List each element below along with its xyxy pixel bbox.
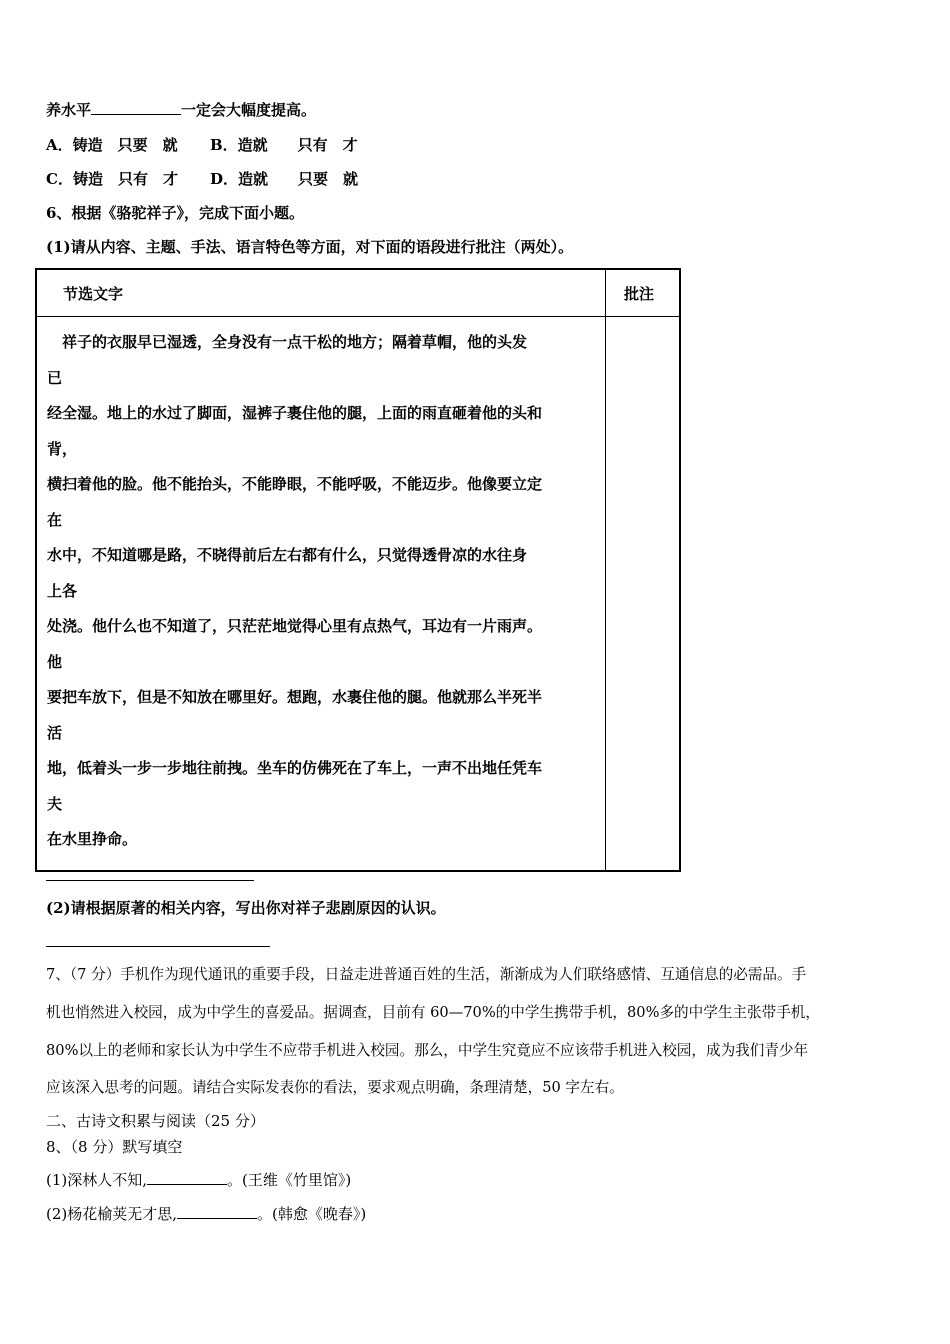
q8-2-post: 。(韩愈《晚春》) [257,1205,367,1223]
q8-item-2 [46,1204,366,1224]
excerpt-line: 要把车放下，但是不知放在哪里好。想跑，水裹住他的腿。他就那么半死半 [47,688,543,706]
q8-item-1 [46,1170,351,1190]
answer-line-2 [46,946,270,947]
q6-sub1: (1)请从内容、主题、手法、语言特色等方面，对下面的语段进行批注（两处）。 [46,238,574,256]
header-annotation: 批注 [606,269,681,317]
q7-line-1: 7、（7 分）手机作为现代通讯的重要手段，日益走进普通百姓的生活，渐渐成为人们联络感情、互通信息的必需品。手 [46,966,807,983]
excerpt-line: 背， [47,439,78,458]
table-header-row [36,269,680,317]
section2-title: 二、古诗文积累与阅读（25 分） [46,1112,265,1130]
option-c: C．铸造 只有 才 [46,170,178,188]
q8-2-pre: (2)杨花榆荚无才思, [46,1205,178,1223]
excerpt-line: 已 [47,368,63,387]
excerpt-line: 他 [47,652,63,671]
q8-1-post: 。(王维《竹里馆》) [227,1171,352,1189]
option-d: D．造就 只要 就 [210,170,359,188]
q7-line-2: 机也悄然进入校园，成为中学生的喜爱品。据调查，目前有 60—70%的中学生携带手机，80%多的中学生主张带手机， [46,1004,820,1021]
q5-options-row-1 [46,135,358,155]
excerpt-line: 活 [47,723,63,742]
option-b: B．造就 只有 才 [210,136,358,154]
annotation-table [35,268,681,872]
header-excerpt: 节选文字 [36,269,606,317]
answer-line-1 [46,880,254,881]
excerpt-line: 横扫着他的脸。他不能抬头，不能睁眼，不能呼吸，不能迈步。他像要立定 [47,475,543,493]
option-a: A．铸造 只要 就 [46,136,178,154]
q6-sub2: (2)请根据原著的相关内容，写出你对祥子悲剧原因的认识。 [46,899,446,917]
excerpt-line: 夫 [47,794,63,813]
q5-line [46,100,316,120]
annotation-cell [606,317,681,871]
q6-title: 6、根据《骆驼祥子》，完成下面小题。 [46,204,304,222]
excerpt-cell [36,317,606,871]
excerpt-line: 在 [47,510,63,529]
q7-line-3: 80%以上的老师和家长认为中学生不应带手机进入校园。那么，中学生究竟应不应该带手机进入校园，成为我们青少年 [46,1042,809,1059]
fill-blank [177,1204,257,1219]
q5-text-pre: 养水平 [46,101,92,119]
q5-text-post: 一定会大幅度提高。 [181,101,317,119]
fill-blank [91,100,181,115]
excerpt-line: 在水里挣命。 [47,830,138,848]
excerpt-line: 经全湿。地上的水过了脚面，湿裤子裹住他的腿，上面的雨直砸着他的头和 [47,404,543,422]
q8-title: 8、（8 分）默写填空 [46,1138,183,1156]
q8-1-pre: (1)深林人不知, [46,1171,148,1189]
excerpt-line: 水中，不知道哪是路，不晓得前后左右都有什么，只觉得透骨凉的水往身 [47,546,528,564]
excerpt-line: 处浇。他什么也不知道了，只茫茫地觉得心里有点热气，耳边有一片雨声。 [47,617,543,635]
fill-blank [147,1170,227,1185]
excerpt-line: 祥子的衣服早已湿透，全身没有一点干松的地方；隔着草帽，他的头发 [47,333,528,351]
q7-line-4: 应该深入思考的问题。请结合实际发表你的看法，要求观点明确，条理清楚，50 字左右。 [46,1079,624,1096]
table-body-row [36,317,680,871]
q5-options-row-2 [46,169,358,189]
excerpt-line: 地，低着头一步一步地往前拽。坐车的仿佛死在了车上，一声不出地任凭车 [47,759,543,777]
excerpt-line: 上各 [47,581,78,600]
